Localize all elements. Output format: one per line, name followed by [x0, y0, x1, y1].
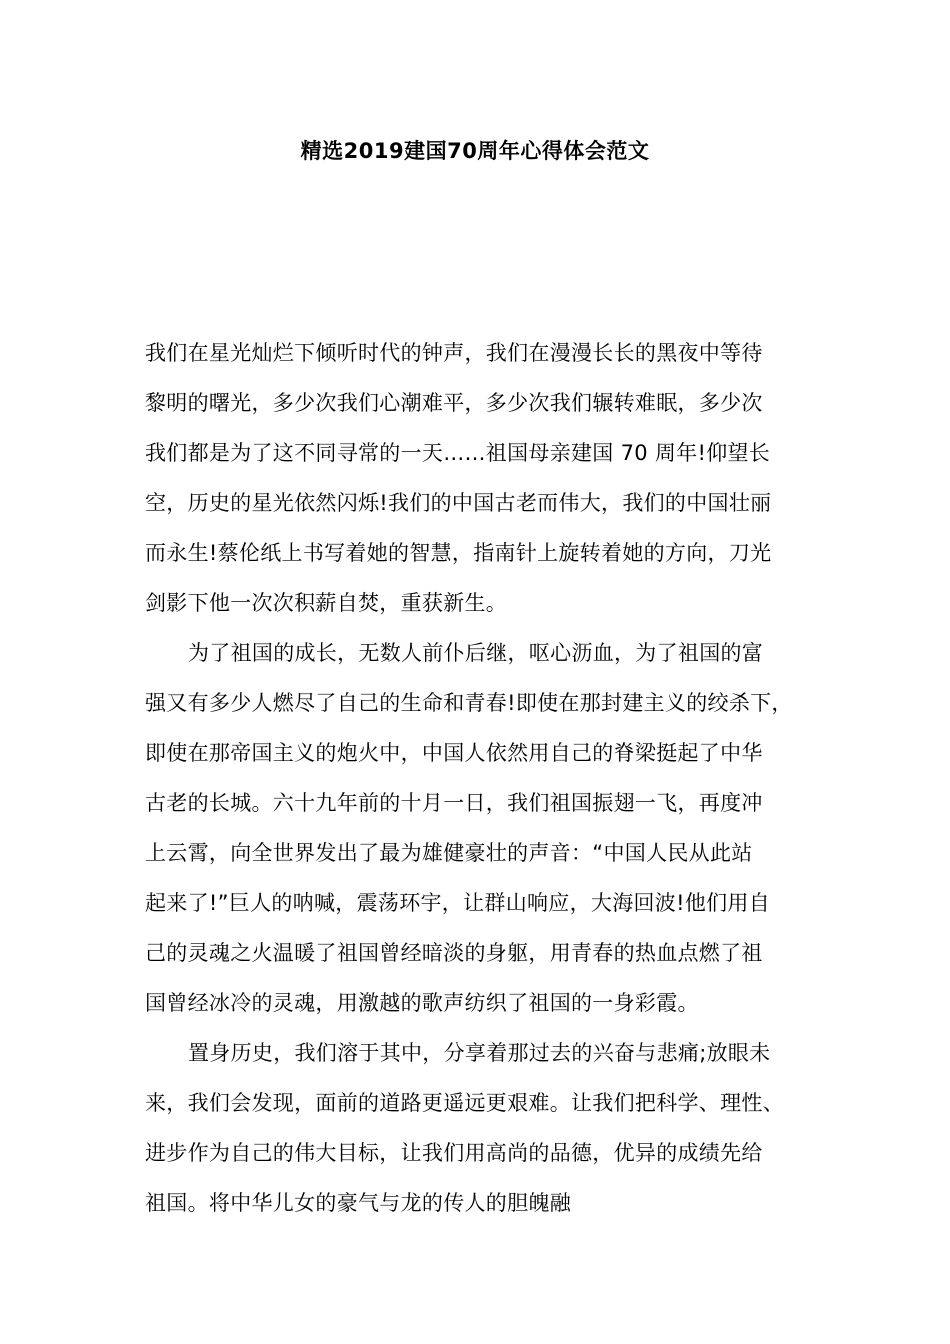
- body-line: 祖国。将中华儿女的豪气与龙的传人的胆魄融: [145, 1191, 571, 1215]
- body-line: 剑影下他一次次积薪自焚，重获新生。: [145, 591, 508, 615]
- document-title: 精选2019建国70周年心得体会范文: [300, 139, 650, 163]
- document-body: [145, 328, 813, 1228]
- body-line: 古老的长城。六十九年前的十月一日，我们祖国振翅一飞，再度冲: [145, 791, 763, 815]
- body-line: 上云霄，向全世界发出了最为雄健豪壮的声音：“中国人民从此站: [145, 841, 753, 865]
- body-line: 而永生!蔡伦纸上书写着她的智慧，指南针上旋转着她的方向，刀光: [145, 541, 772, 565]
- body-line: 进步作为自己的伟大目标，让我们用高尚的品德，优异的成绩先给: [145, 1141, 763, 1165]
- paragraph-first-line: 置身历史，我们溶于其中，分享着那过去的兴奋与悲痛;放眼未: [188, 1041, 771, 1065]
- paragraph-first-line: 为了祖国的成长，无数人前仆后继，呕心沥血，为了祖国的富: [188, 641, 764, 665]
- body-line: 即使在那帝国主义的炮火中，中国人依然用自己的脊梁挺起了中华: [145, 741, 763, 765]
- body-line: 来，我们会发现，面前的道路更遥远更艰难。让我们把科学、理性、: [145, 1091, 784, 1115]
- body-line: 我们都是为了这不同寻常的一天……祖国母亲建国 70 周年!仰望长: [145, 441, 771, 465]
- body-line: 国曾经冰冷的灵魂，用激越的歌声纺织了祖国的一身彩霞。: [145, 991, 699, 1015]
- body-line: 起来了!”巨人的呐喊，震荡环宇，让群山响应，大海回波!他们用自: [145, 891, 771, 915]
- body-line: 强又有多少人燃尽了自己的生命和青春!即使在那封建主义的绞杀下，: [145, 691, 793, 715]
- body-line: 己的灵魂之火温暖了祖国曾经暗淡的身躯，用青春的热血点燃了祖: [145, 941, 763, 965]
- body-line: 我们在星光灿烂下倾听时代的钟声，我们在漫漫长长的黑夜中等待: [145, 341, 763, 365]
- body-line: 空，历史的星光依然闪烁!我们的中国古老而伟大，我们的中国壮丽: [145, 491, 772, 515]
- body-line: 黎明的曙光，多少次我们心潮难平，多少次我们辗转难眠，多少次: [145, 391, 763, 415]
